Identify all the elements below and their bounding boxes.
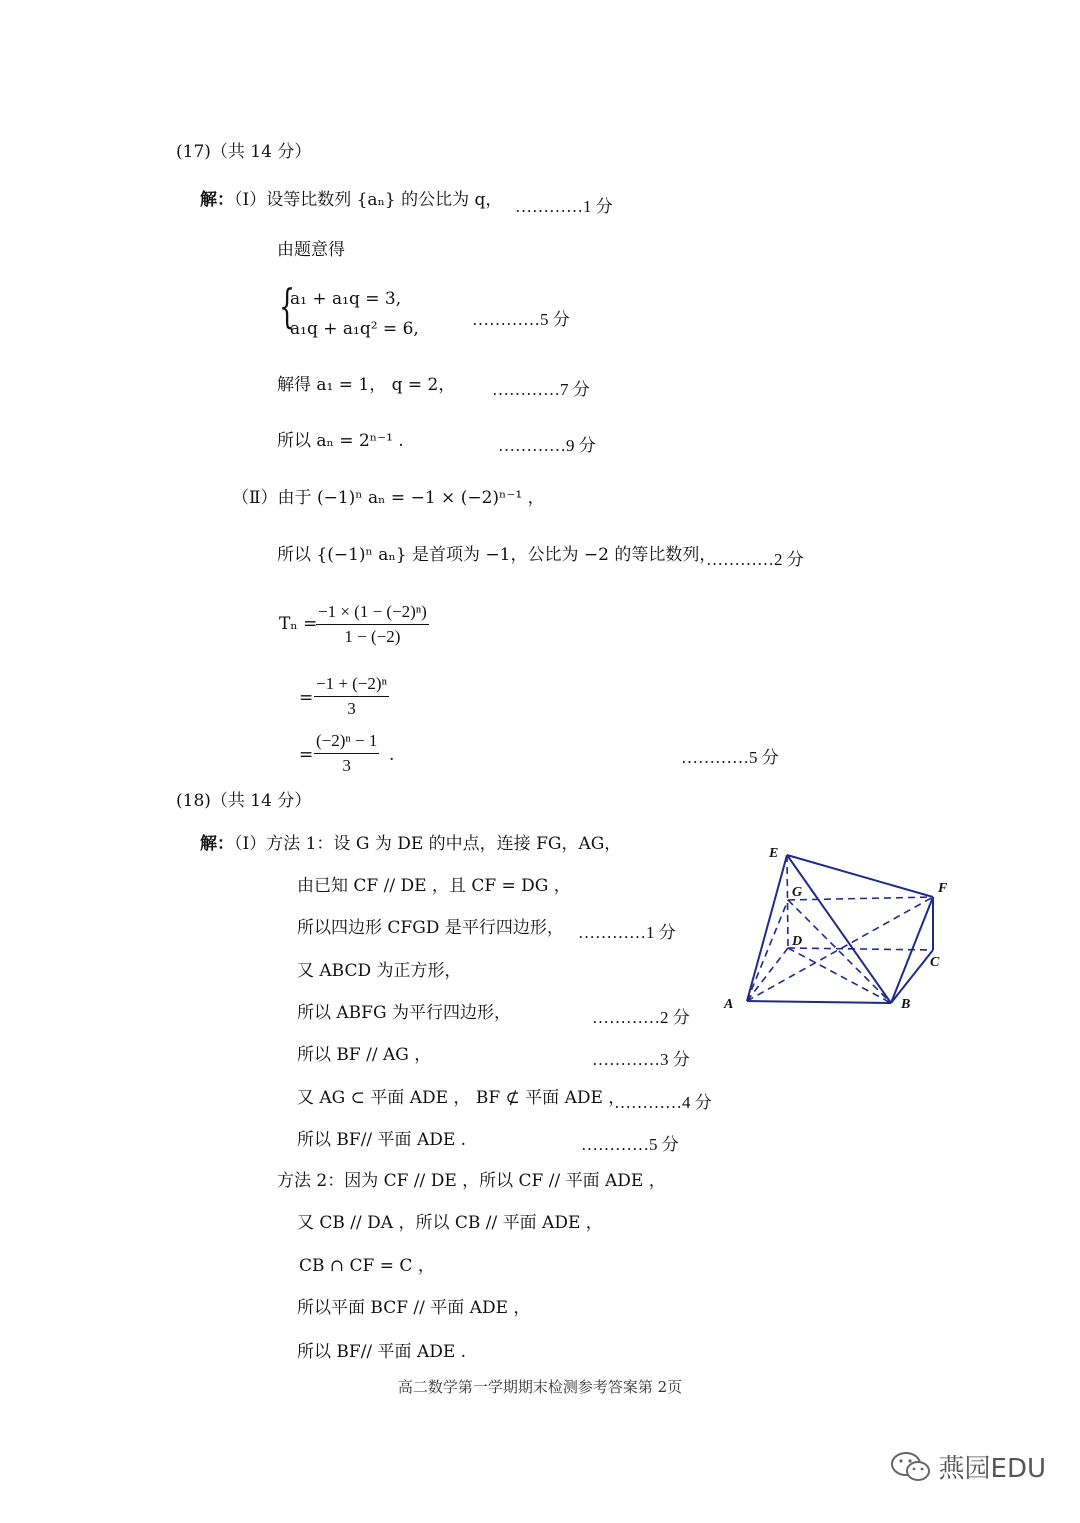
label-a: A: [724, 997, 734, 1012]
tn-fraction-2-denominator: 3: [347, 699, 356, 718]
q18-known-line: 由已知 CF // DE ，且 CF = DG ，: [297, 876, 571, 896]
q17-score-9: …………9 分: [498, 436, 596, 455]
tn-fraction-3-numerator: (−2)ⁿ − 1: [314, 731, 379, 754]
edge-db: [788, 948, 891, 1003]
system-brace: {: [279, 279, 296, 333]
label-e: E: [769, 846, 779, 861]
edge-ed: [787, 855, 788, 948]
q17-part2-sequence: 所以 {(−1)ⁿ aₙ} 是首项为 −1，公比为 −2 的等比数列，: [277, 545, 717, 565]
q17-score-1: …………1 分: [515, 197, 613, 216]
q18-parallelogram-cfgd: 所以四边形 CFGD 是平行四边形，: [297, 918, 564, 938]
watermark-text: 燕园EDU: [938, 1454, 1046, 1484]
q18-score-5: …………5 分: [581, 1135, 679, 1154]
tn-fraction-3-denominator: 3: [342, 756, 351, 775]
q18-square-line: 又 ABCD 为正方形，: [297, 961, 462, 981]
q17-score-5: …………5 分: [472, 310, 570, 329]
edge-ab: [747, 1001, 891, 1003]
wechat-icon: [889, 1450, 933, 1484]
tn-fraction-2-numerator: −1 + (−2)ⁿ: [314, 674, 389, 697]
q17-solution-line-1: 解：（Ⅰ）设等比数列 {aₙ} 的公比为 q，: [200, 190, 503, 210]
q18-score-3: …………3 分: [592, 1050, 690, 1069]
q18-score-1: …………1 分: [578, 923, 676, 942]
tn-fraction-1-numerator: −1 × (1 − (−2)ⁿ): [316, 602, 429, 625]
edge-bc: [891, 950, 933, 1003]
tn-fraction-3: [314, 731, 379, 776]
q17-solve-line: 解得 a₁ = 1， q = 2，: [277, 375, 456, 395]
edge-gb: [788, 900, 891, 1003]
q18-score-2: …………2 分: [592, 1008, 690, 1027]
q17-header: (17)（共 14 分）: [176, 142, 312, 162]
edge-dc: [788, 948, 933, 950]
label-f: F: [938, 881, 948, 896]
q17-part2-line: （Ⅱ）由于 (−1)ⁿ aₙ = −1 × (−2)ⁿ⁻¹ ，: [232, 488, 545, 508]
q18-bf-parallel-ag: 所以 BF // AG ，: [297, 1045, 432, 1065]
q18-method1-line: 解：（Ⅰ）方法 1：设 G 为 DE 的中点，连接 FG，AG，: [200, 834, 622, 854]
system-equation-2: a₁q + a₁q² = 6,: [290, 319, 419, 339]
q17-part2-score-5: …………5 分: [681, 748, 779, 767]
q18-method2-line-4: 所以平面 BCF // 平面 ADE ，: [297, 1298, 531, 1318]
q17-general-term: 所以 aₙ = 2ⁿ⁻¹ .: [277, 431, 404, 451]
watermark: [889, 1448, 1046, 1485]
tn-fraction-1-denominator: 1 − (−2): [344, 627, 401, 646]
system-equation-1: a₁ + a₁q = 3,: [290, 289, 402, 309]
label-b: B: [901, 997, 911, 1012]
label-c: C: [930, 955, 940, 970]
q18-method2-line-3: CB ∩ CF = C ，: [299, 1256, 435, 1276]
page-footer: 高二数学第一学期期末检测参考答案第 2页: [397, 1378, 683, 1396]
edge-gf: [788, 897, 933, 900]
q18-subset-line: 又 AG ⊂ 平面 ADE ， BF ⊄ 平面 ADE ，: [297, 1088, 626, 1108]
q18-header: (18)（共 14 分）: [176, 791, 312, 811]
figure-solid-edges: [747, 855, 933, 1003]
edge-ad: [747, 948, 788, 1001]
equals-sign-2: =: [299, 745, 314, 765]
q17-given-text: 由题意得: [277, 240, 345, 260]
edge-ef: [787, 855, 933, 897]
label-g: G: [792, 885, 803, 900]
edge-ea: [747, 855, 787, 1001]
q18-method2-line-5: 所以 BF// 平面 ADE .: [297, 1342, 467, 1362]
q18-method2-line: 方法 2：因为 CF // DE ，所以 CF // 平面 ADE ，: [277, 1171, 666, 1191]
q18-parallelogram-abfg: 所以 ABFG 为平行四边形，: [297, 1003, 511, 1023]
q18-score-4: …………4 分: [614, 1093, 712, 1112]
q17-part2-score-2: …………2 分: [706, 550, 804, 569]
edge-ag: [747, 900, 788, 1001]
q17-score-7: …………7 分: [492, 380, 590, 399]
q18-conclusion-1: 所以 BF// 平面 ADE .: [297, 1130, 467, 1150]
tn-period: .: [389, 745, 395, 765]
tn-lhs: Tₙ =: [279, 614, 318, 634]
q18-method2-line-2: 又 CB // DA ，所以 CB // 平面 ADE ，: [297, 1213, 603, 1233]
equals-sign-1: =: [299, 688, 314, 708]
tn-fraction-2: [314, 674, 389, 719]
solid-geometry-figure: [720, 838, 960, 1018]
tn-fraction-1: [316, 602, 429, 647]
label-d: D: [792, 934, 803, 949]
